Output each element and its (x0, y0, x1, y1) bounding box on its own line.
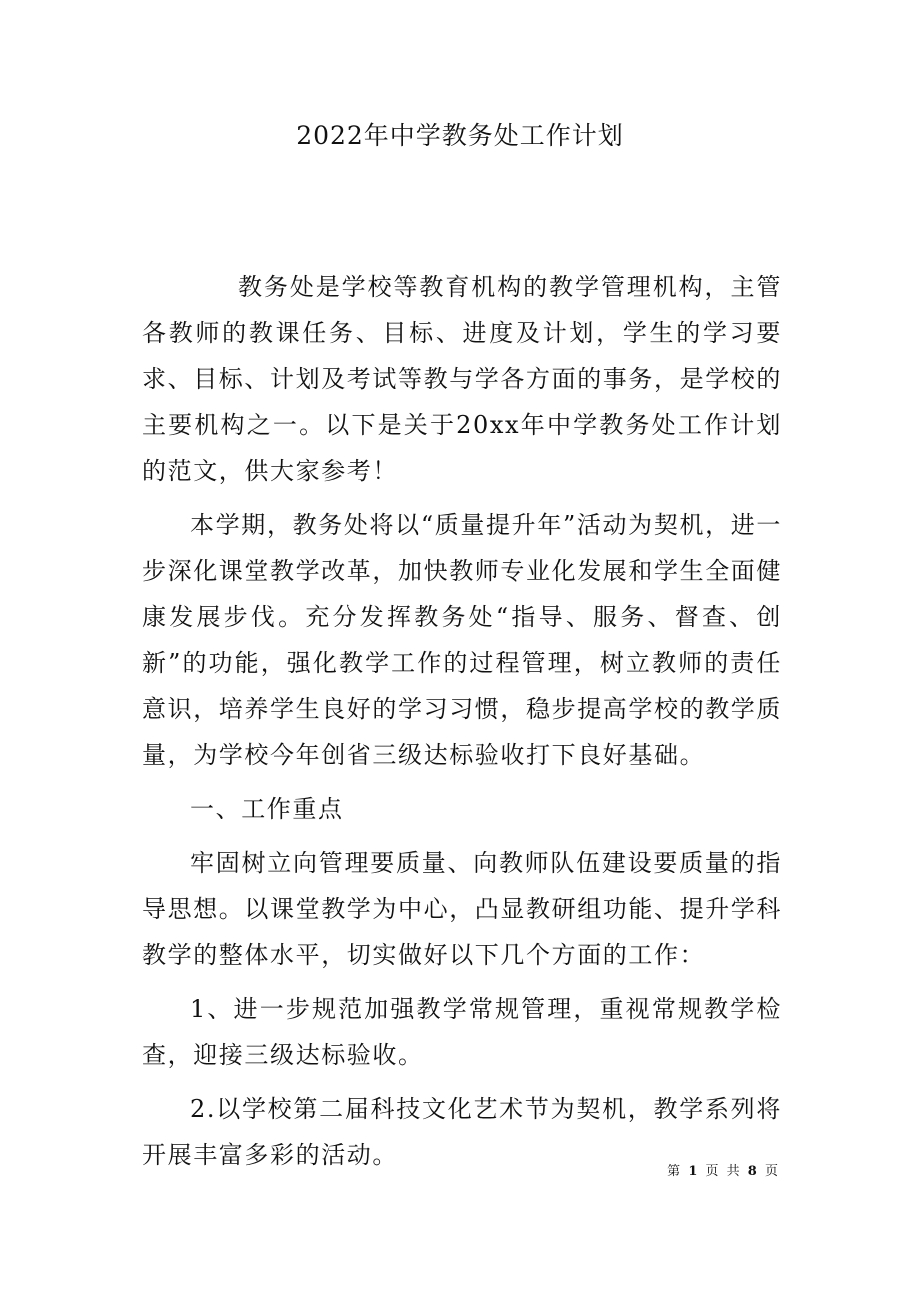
semester-goal-paragraph: 本学期，教务处将以“质量提升年”活动为契机，进一步深化课堂教学改革，加快教师专业化发展和学生全面健康发展步伐。充分发挥教务处“指导、服务、督查、创新”的功能，强化教学工作的过程管理，树立教师的责任意识，培养学生良好的学习习惯，稳步提高学校的教学质量，为学校今年创省三级达标验收打下良好基础。 (142, 511, 782, 769)
footer-middle: 页 共 (705, 1164, 742, 1179)
document-title: 2022年中学教务处工作计划 (296, 121, 624, 150)
total-pages-number: 8 (747, 1164, 759, 1179)
current-page-number: 1 (688, 1164, 700, 1179)
page-number-footer (0, 1160, 780, 1179)
intro-paragraph: 教务处是学校等教育机构的教学管理机构，主管各教师的教课任务、目标、进度及计划，学生的学习要求、目标、计划及考试等教与学各方面的事务，是学校的主要机构之一。以下是关于20xx年中学教务处工作计划的范文，供大家参考！ (142, 273, 782, 485)
work-focus-paragraph: 牢固树立向管理要质量、向教师队伍建设要质量的指导思想。以课堂教学为中心，凸显教研组功能、提升学科教学的整体水平，切实做好以下几个方面的工作： (142, 849, 782, 969)
document-body (142, 264, 782, 1186)
list-item-2: 2.以学校第二届科技文化艺术节为契机，教学系列将开展丰富多彩的活动。 (142, 1095, 782, 1169)
footer-suffix: 页 (764, 1164, 780, 1179)
section-heading-work-focus: 一、工作重点 (190, 795, 344, 823)
footer-prefix: 第 (667, 1164, 683, 1179)
list-item-1: 1、进一步规范加强教学常规管理，重视常规教学检查，迎接三级达标验收。 (142, 995, 782, 1069)
